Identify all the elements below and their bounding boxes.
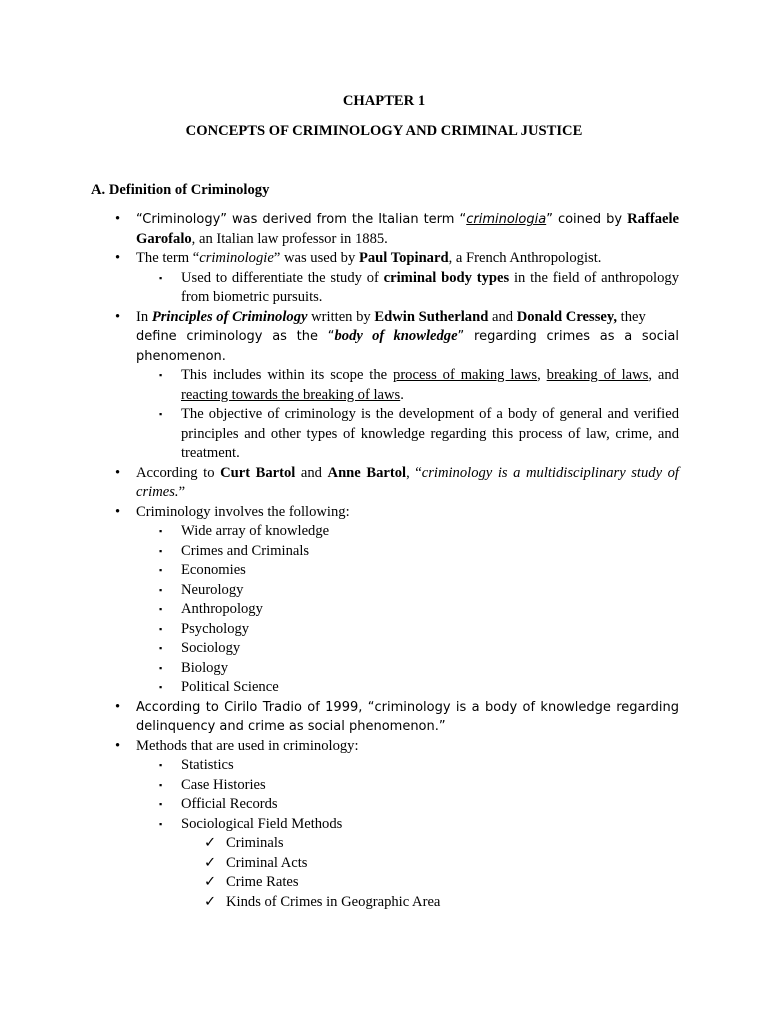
sub-list-item: ▪ Official Records [91,795,679,815]
sub-list-item: ▪ Statistics [91,756,679,776]
check-icon: ✓ [204,835,217,851]
square-bullet-marker: ▪ [159,272,163,283]
bullet-marker: • [115,503,121,520]
sub-list-item: ▪ The objective of criminology is the development of a body of general and verified principles and other types of knowledge regarding this process of law, crime, and treatment. [159,406,679,461]
sub-list-item: ▪ Sociology [91,639,679,659]
check-icon: ✓ [204,893,217,910]
check-list-item: ✓ Criminals [91,834,679,854]
sub-list-item: ▪ Crimes and Criminals [91,542,679,562]
sub-list-item: ▪ Biology [91,659,679,679]
check-icon: ✓ [204,874,217,890]
list-item: • In Principles of Criminology written by Edwin Sutherland and Donald Cressey, they define criminology as the “body of knowledge” regarding crimes as a social phenomenon. [115,308,679,364]
sub-list-item: ▪ Economies [91,561,679,581]
sub-list-item: ▪ Used to differentiate the study of criminal body types in the field of anthropology from biometric pursuits. [159,269,679,305]
check-list-item: ✓ Crime Rates [91,873,679,893]
square-bullet-marker: ▪ [159,584,163,595]
square-bullet-marker: ▪ [159,643,163,653]
sub-list-item: ▪ This includes within its scope the process of making laws, breaking of laws, and reacting towards the breaking of laws. [159,367,679,403]
square-bullet-marker: ▪ [159,818,163,829]
square-bullet-marker: ▪ [159,545,163,556]
square-bullet-marker: ▪ [159,760,163,770]
sub-list-item: ▪ Psychology [91,620,679,640]
square-bullet-marker: ▪ [159,370,163,380]
check-list-item: ✓ Kinds of Crimes in Geographic Area [91,893,679,913]
bullet-marker: • [115,698,121,715]
square-bullet-marker: ▪ [159,623,163,634]
square-bullet-marker: ▪ [159,409,163,419]
bullet-marker: • [115,211,121,227]
square-bullet-marker: ▪ [159,565,163,575]
sub-list-item: ▪ Political Science [91,678,679,698]
square-bullet-marker: ▪ [159,682,163,692]
list-item: • The term “criminologie” was used by Paul Topinard, a French Anthropologist. [91,249,679,269]
square-bullet-marker: ▪ [159,526,163,536]
list-item: • Methods that are used in criminology: [91,737,679,757]
sub-list-item: ▪ Anthropology [91,600,679,620]
list-item: • “Criminology” was derived from the Italian term “criminologia” coined by Raffaele Garofalo, an Italian law professor in 1885. [115,211,680,247]
bullet-marker: • [115,737,121,754]
square-bullet-marker: ▪ [159,779,163,790]
chapter-title: CONCEPTS OF CRIMINOLOGY AND CRIMINAL JUSTICE [185,123,583,139]
list-item: • Criminology involves the following: [91,503,679,523]
document-body [91,210,679,912]
square-bullet-marker: ▪ [159,662,163,673]
square-bullet-marker: ▪ [159,799,163,809]
bullet-marker: • [115,308,121,325]
sub-list-item: ▪ Sociological Field Methods [91,815,679,835]
bullet-marker: • [115,250,121,266]
section-heading: A. Definition of Criminology [91,182,270,198]
list-item: • According to Curt Bartol and Anne Bartol, “criminology is a multidisciplinary study of crimes.” [115,464,679,500]
check-icon: ✓ [204,854,217,871]
sub-list-item: ▪ Wide array of knowledge [91,522,679,542]
sub-list-item: ▪ Case Histories [91,776,679,796]
check-list-item: ✓ Criminal Acts [91,854,679,874]
list-item: • According to Cirilo Tradio of 1999, “criminology is a body of knowledge regarding delinquency and crime as social phenomenon.” [115,698,679,734]
square-bullet-marker: ▪ [159,604,163,614]
chapter-label: CHAPTER 1 [342,93,426,109]
bullet-marker: • [115,464,121,481]
sub-list-item: ▪ Neurology [91,581,679,601]
